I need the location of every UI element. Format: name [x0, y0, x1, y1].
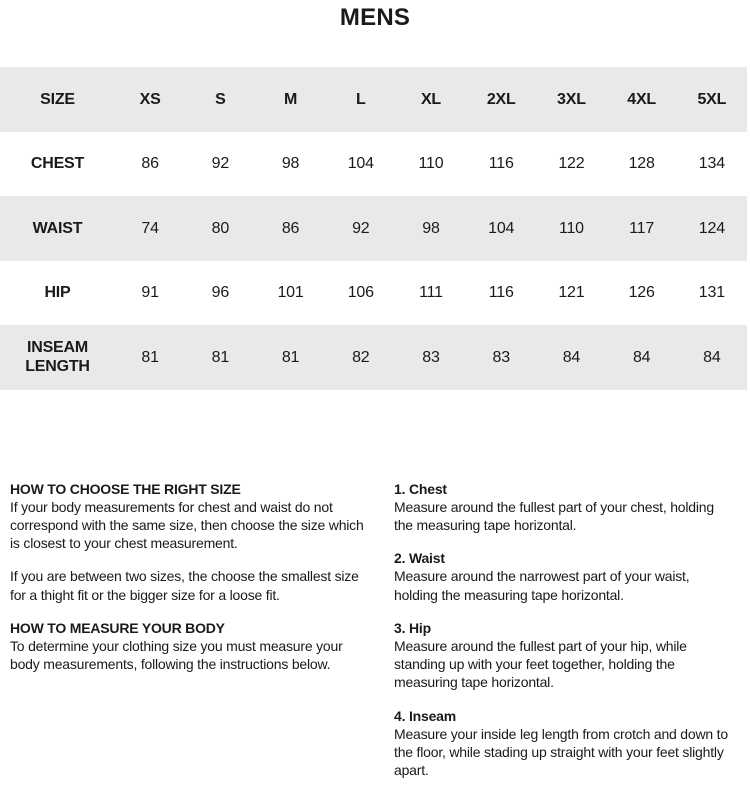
chest-value: 116: [488, 155, 514, 173]
inseam-value: 84: [703, 348, 721, 366]
step-text-hip: Measure around the fullest part of your hip, while standing up with your feet together, holding the measuring tape horizontal.: [394, 637, 687, 691]
step-title-inseam: 4. Inseam: [394, 707, 457, 724]
header-cell-2xl: 2XL: [486, 90, 516, 108]
sizing-guide-column: [10, 480, 366, 780]
chest-value: 110: [418, 155, 444, 173]
step-text-waist: Measure around the narrowest part of your waist, holding the measuring tape horizontal.: [394, 568, 690, 603]
chest-value: 98: [281, 155, 300, 173]
hip-value: 106: [347, 284, 374, 302]
waist-value: 124: [698, 219, 725, 237]
chest-value: 128: [628, 155, 655, 173]
inseam-value: 84: [562, 348, 581, 366]
size-chart-page: [0, 3, 750, 790]
step-title-chest: 1. Chest: [394, 480, 447, 497]
chest-value: 104: [347, 155, 374, 173]
waist-value: 117: [629, 219, 655, 237]
measurement-steps-column: [394, 480, 730, 780]
step-title-waist: 2. Waist: [394, 550, 445, 567]
instructions-section: [0, 480, 750, 780]
table-row-waist: [0, 196, 747, 261]
header-cell-s: S: [215, 90, 226, 108]
hip-value: 111: [419, 284, 443, 302]
size-table-header-row: [0, 67, 747, 132]
hip-value: 101: [277, 284, 304, 302]
chest-value: 92: [211, 155, 230, 173]
inseam-value: 81: [281, 348, 300, 366]
row-label-hip: HIP: [44, 284, 71, 302]
header-cell-l: L: [355, 90, 366, 108]
section-title-measure-body: HOW TO MEASURE YOUR BODY: [10, 619, 225, 636]
waist-value: 110: [558, 219, 584, 237]
step-title-hip: 3. Hip: [394, 619, 431, 636]
waist-value: 104: [488, 219, 515, 237]
hip-value: 96: [211, 284, 230, 302]
hip-value: 121: [558, 284, 585, 302]
page-title: MENS: [339, 4, 411, 31]
measure-body-paragraph: To determine your clothing size you must measure your body measurements, following the instructions below.: [10, 637, 343, 673]
row-label-chest: CHEST: [30, 155, 85, 173]
inseam-value: 81: [141, 348, 159, 366]
table-row-hip: [0, 261, 747, 326]
header-cell-5xl: 5XL: [697, 90, 727, 108]
inseam-value: 81: [211, 348, 230, 366]
size-table: [0, 67, 747, 390]
header-cell-m: M: [283, 90, 298, 108]
table-row-chest: [0, 132, 747, 197]
header-cell-xs: XS: [139, 90, 161, 108]
choose-size-paragraph-2: If you are between two sizes, the choose the smallest size for a thight fit or the bigger size for a loose fit.: [10, 568, 359, 603]
chest-value: 122: [558, 155, 585, 173]
inseam-value: 83: [492, 348, 510, 366]
waist-value: 74: [141, 219, 159, 237]
hip-value: 126: [628, 284, 655, 302]
chest-value: 86: [141, 155, 159, 173]
section-title-choose-size: HOW TO CHOOSE THE RIGHT SIZE: [10, 480, 241, 497]
choose-size-paragraph-1: If your body measurements for chest and waist do not correspond with the same size, then choose the size which is closest to your chest measurement.: [10, 498, 364, 552]
header-cell-4xl: 4XL: [627, 90, 657, 108]
row-label-waist: WAIST: [32, 219, 83, 237]
hip-value: 116: [488, 284, 514, 302]
inseam-value: 82: [352, 348, 370, 366]
hip-value: 131: [698, 284, 725, 302]
table-row-inseam-length: [0, 325, 747, 390]
waist-value: 86: [281, 219, 300, 237]
hip-value: 91: [141, 284, 159, 302]
row-label-inseam-length: INSEAM LENGTH: [25, 339, 90, 376]
inseam-value: 83: [422, 348, 440, 366]
step-text-inseam: Measure your inside leg length from crotch and down to the floor, while stading up straight with your feet slightly apart.: [394, 725, 728, 779]
inseam-value: 84: [632, 348, 651, 366]
header-cell-xl: XL: [420, 90, 441, 108]
header-cell-size: SIZE: [40, 90, 75, 108]
chest-value: 134: [698, 155, 725, 173]
waist-value: 92: [352, 219, 370, 237]
waist-value: 98: [422, 219, 440, 237]
step-text-chest: Measure around the fullest part of your chest, holding the measuring tape horizontal.: [394, 498, 714, 533]
header-cell-3xl: 3XL: [557, 90, 586, 108]
waist-value: 80: [211, 219, 230, 237]
